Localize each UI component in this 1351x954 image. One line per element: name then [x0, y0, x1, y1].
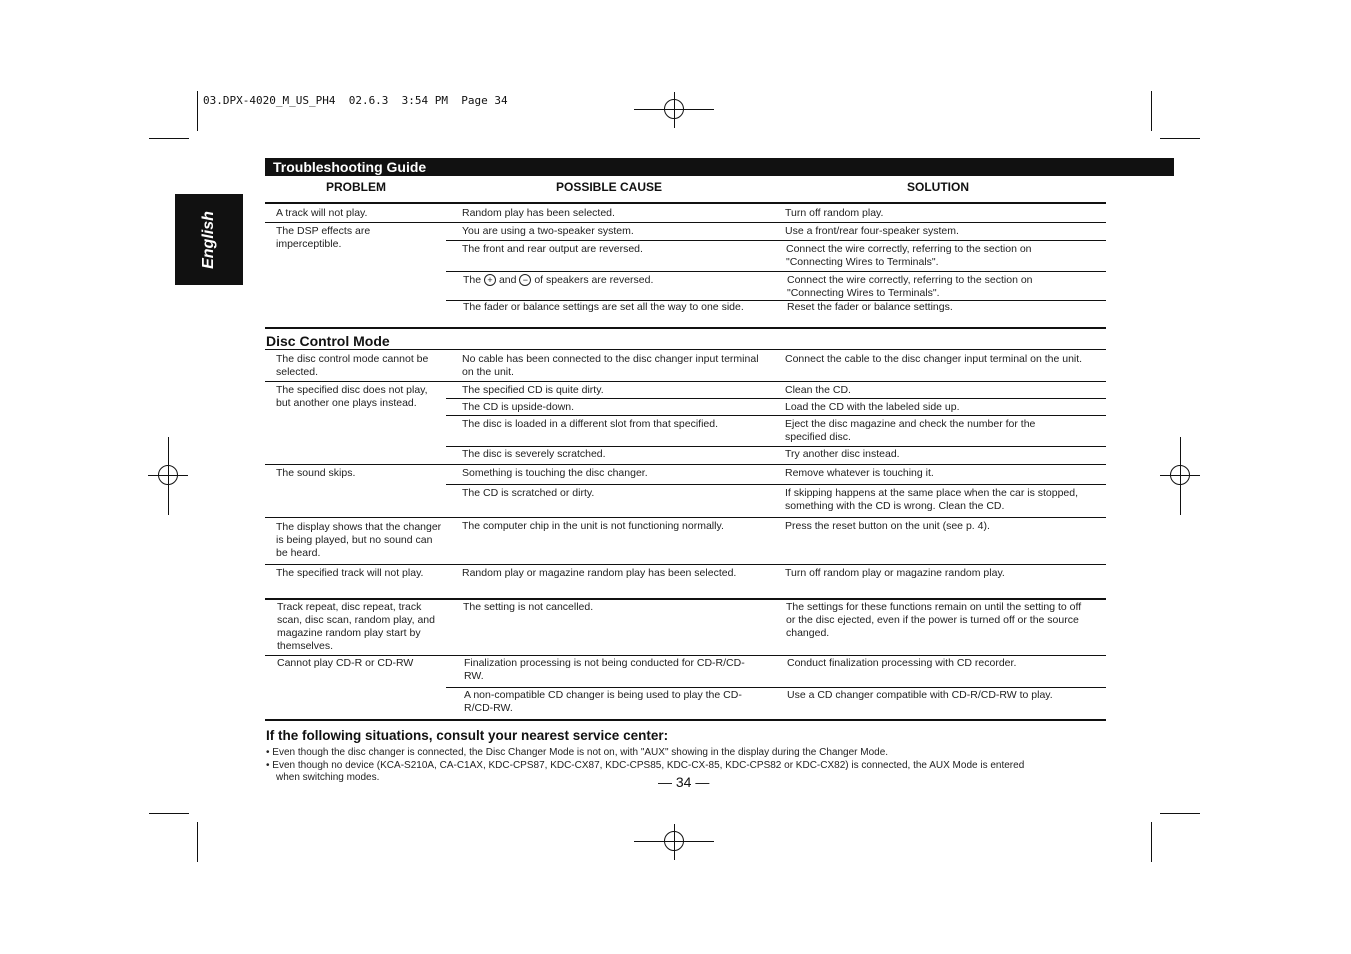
cause-cell — [463, 274, 773, 287]
solution-cell: If skipping happens at the same place when the car is stopped, something with the CD is wrong. Clean the CD. — [785, 487, 1079, 512]
solution-cell: Turn off random play. — [785, 207, 884, 219]
table-rule — [265, 222, 1106, 223]
cause-cell: A non-compatible CD changer is being used to play the CD-R/CD-RW. — [464, 689, 742, 714]
cause-text: and — [498, 274, 517, 286]
table-rule — [265, 719, 1106, 721]
crop-mark — [149, 138, 189, 139]
cause-cell: The front and rear output are reversed. — [462, 243, 643, 255]
crop-mark — [1151, 91, 1152, 131]
solution-cell: Connect the wire correctly, referring to the section on "Connecting Wires to Terminals". — [787, 274, 1033, 299]
minus-terminal-icon: − — [519, 274, 531, 286]
language-tab-label: English — [200, 210, 217, 269]
problem-cell: The specified disc does not play, but another one plays instead. — [276, 384, 428, 409]
page-number: — 34 — — [658, 774, 710, 790]
cause-cell: The computer chip in the unit is not functioning normally. — [462, 520, 724, 532]
cause-cell: The disc is severely scratched. — [462, 448, 606, 460]
problem-cell: The display shows that the changer is being played, but no sound can be heard. — [276, 521, 442, 559]
table-rule — [446, 446, 1106, 447]
solution-cell: Use a front/rear four-speaker system. — [785, 225, 959, 237]
language-tab — [175, 194, 243, 285]
solution-cell: Try another disc instead. — [785, 448, 900, 460]
cause-cell: The disc is loaded in a different slot from that specified. — [462, 418, 719, 430]
crop-mark — [1160, 813, 1200, 814]
table-rule — [265, 598, 1106, 600]
print-header: 03.DPX-4020_M_US_PH4 02.6.3 3:54 PM Page 34 — [203, 94, 508, 107]
plus-terminal-icon: + — [484, 274, 496, 286]
problem-cell: The sound skips. — [276, 467, 356, 479]
table-rule — [265, 464, 1106, 465]
cause-cell: Something is touching the disc changer. — [462, 467, 648, 479]
cause-cell: The CD is scratched or dirty. — [462, 487, 595, 499]
cause-cell: Random play or magazine random play has been selected. — [462, 567, 737, 579]
cause-cell: The CD is upside-down. — [462, 401, 575, 413]
registration-mark-right — [1160, 437, 1200, 515]
cause-cell: The specified CD is quite dirty. — [462, 384, 604, 396]
cause-cell: Random play has been selected. — [462, 207, 615, 219]
problem-cell: Cannot play CD-R or CD-RW — [277, 657, 414, 669]
table-rule — [446, 415, 1106, 416]
table-rule — [265, 327, 1106, 329]
solution-cell: Eject the disc magazine and check the number for the specified disc. — [785, 418, 1036, 443]
table-rule — [446, 271, 1106, 272]
service-title: If the following situations, consult your nearest service center: — [266, 728, 669, 743]
table-rule — [446, 240, 1106, 241]
table-rule — [265, 202, 1106, 204]
registration-mark-top — [634, 92, 714, 128]
solution-cell: Turn off random play or magazine random play. — [785, 567, 1005, 579]
problem-cell: A track will not play. — [276, 207, 368, 219]
problem-cell: The disc control mode cannot be selected. — [276, 353, 429, 378]
service-note: • Even though no device (KCA-S210A, CA-C1AX, KDC-CPS87, KDC-CX87, KDC-CPS85, KDC-CX-85, KDC-CPS82 or KDC-CX82) is connected, the AUX Mode is entered — [266, 760, 1025, 771]
solution-cell: Press the reset button on the unit (see p. 4). — [785, 520, 990, 532]
cause-text: of speakers are reversed. — [534, 274, 654, 286]
table-rule — [446, 484, 1106, 485]
crop-mark — [197, 91, 198, 131]
crop-mark — [1151, 822, 1152, 862]
problem-cell: The specified track will not play. — [276, 567, 424, 579]
disc-section-title: Disc Control Mode — [266, 333, 390, 349]
solution-cell: Connect the cable to the disc changer input terminal on the unit. — [785, 353, 1083, 365]
solution-cell: Conduct finalization processing with CD recorder. — [787, 657, 1017, 669]
cause-cell: You are using a two-speaker system. — [462, 225, 634, 237]
cause-cell: Finalization processing is not being conducted for CD-R/CD-RW. — [464, 657, 745, 682]
solution-cell: Load the CD with the labeled side up. — [785, 401, 960, 413]
column-header-solution: SOLUTION — [907, 180, 969, 194]
table-rule — [446, 398, 1106, 399]
section-banner — [265, 158, 1174, 176]
table-rule — [265, 564, 1106, 565]
crop-mark — [149, 813, 189, 814]
crop-mark — [1160, 138, 1200, 139]
solution-cell: Reset the fader or balance settings. — [787, 301, 953, 313]
solution-cell: Use a CD changer compatible with CD-R/CD-RW to play. — [787, 689, 1053, 701]
banner-title: Troubleshooting Guide — [273, 159, 427, 175]
cause-cell: The fader or balance settings are set all the way to one side. — [463, 301, 744, 313]
column-header-problem: PROBLEM — [326, 180, 386, 194]
cause-cell: The setting is not cancelled. — [463, 601, 594, 613]
service-note: • Even though the disc changer is connected, the Disc Changer Mode is not on, with "AUX" showing in the display during the Changer Mode. — [266, 747, 889, 758]
solution-cell: The settings for these functions remain on until the setting to off or the disc ejected, even if the power is turned off or the source changed. — [786, 601, 1082, 639]
problem-cell: Track repeat, disc repeat, track scan, disc scan, random play, and magazine random play start by themselves. — [277, 601, 435, 652]
crop-mark — [197, 822, 198, 862]
table-rule — [265, 381, 1106, 382]
registration-mark-left — [148, 437, 188, 515]
cause-text: The — [463, 274, 482, 286]
service-note: when switching modes. — [276, 772, 380, 783]
table-rule — [265, 517, 1106, 518]
registration-mark-bottom — [634, 824, 714, 860]
table-rule — [265, 349, 1106, 350]
solution-cell: Connect the wire correctly, referring to the section on "Connecting Wires to Terminals". — [786, 243, 1032, 268]
table-rule — [265, 655, 1106, 656]
cause-cell: No cable has been connected to the disc changer input terminal on the unit. — [462, 353, 759, 378]
table-rule — [446, 687, 1106, 688]
solution-cell: Clean the CD. — [785, 384, 851, 396]
column-header-cause: POSSIBLE CAUSE — [556, 180, 663, 194]
solution-cell: Remove whatever is touching it. — [785, 467, 934, 479]
problem-cell: The DSP effects are imperceptible. — [276, 225, 371, 250]
